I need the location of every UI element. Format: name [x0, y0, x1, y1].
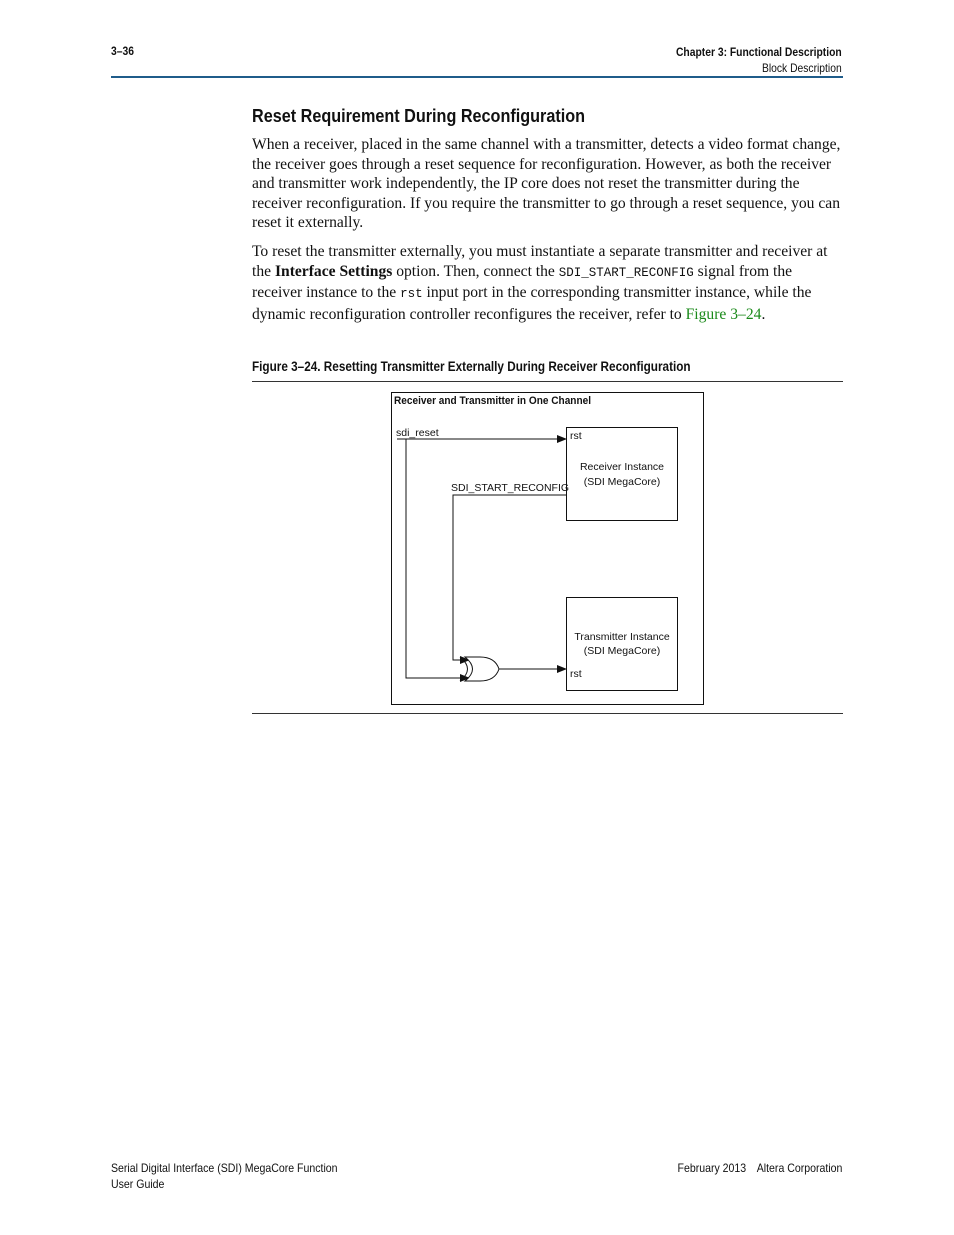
sdi-reset-label: sdi_reset: [396, 427, 439, 439]
transmitter-sublabel: (SDI MegaCore): [583, 645, 661, 657]
footer-right: [677, 1160, 842, 1176]
figure-link[interactable]: Figure 3–24: [685, 305, 762, 323]
sdi-reset-to-gate-wire: [406, 439, 469, 678]
container-label: Receiver and Transmitter in One Channel: [394, 395, 591, 407]
receiver-instance-box: [567, 428, 678, 521]
footer-date: February 2013: [677, 1161, 746, 1175]
or-gate-input-curve: [460, 657, 468, 681]
footer-company: Altera Corporation: [756, 1161, 842, 1175]
chapter-title: Chapter 3: Functional Description: [676, 45, 842, 59]
paragraph-2-text: signal from the receiver instance to the: [252, 262, 793, 302]
code-sdi-start-reconfig: SDI_START_RECONFIG: [558, 265, 694, 280]
paragraph-1: When a receiver, placed in the same channel with a transmitter, detects a video format change, the receiver goes through a reset sequence for reconfiguration. However, as both the receiver and transmitter work independently, the IP core does not reset the transmitter during the receiver reconfiguration. If you require the transmitter to go through a reset sequence, you can reset it externally.: [252, 136, 841, 232]
paragraph-2-text: .: [761, 305, 766, 323]
paragraph-2-text: input port in the corresponding transmitter instance, while the dynamic reconfiguration controller reconfigures the receiver, refer to: [252, 284, 812, 323]
paragraph-2-text: To reset the transmitter externally, you must instantiate a separate transmitter and receiver at the: [252, 243, 828, 280]
footer-doc-title: Serial Digital Interface (SDI) MegaCore Function: [111, 1161, 338, 1175]
footer-doc-subtitle: User Guide: [111, 1177, 165, 1191]
sdi-start-reconfig-label: SDI_START_RECONFIG: [451, 482, 570, 494]
section-heading: Reset Requirement During Reconfiguration: [252, 106, 586, 126]
figure-bottom-rule: [252, 713, 843, 714]
page-number: 3–36: [111, 44, 134, 58]
transmitter-rst-port: rst: [570, 668, 582, 680]
figure-title: Figure 3–24. Resetting Transmitter Externally During Receiver Reconfiguration: [252, 359, 691, 374]
section-name: Block Description: [762, 61, 842, 75]
transmitter-instance-box: [567, 598, 678, 691]
code-rst: rst: [400, 287, 423, 302]
footer-left: [111, 1160, 338, 1192]
or-gate: [465, 657, 499, 681]
paragraph-2-text: option. Then, connect the: [392, 262, 559, 280]
start-reconfig-wire: [453, 495, 566, 660]
receiver-rst-port: rst: [570, 430, 582, 442]
interface-settings-term: Interface Settings: [274, 262, 393, 280]
receiver-sublabel: (SDI MegaCore): [583, 476, 661, 488]
transmitter-label: Transmitter Instance: [574, 631, 670, 643]
receiver-label: Receiver Instance: [579, 461, 665, 473]
